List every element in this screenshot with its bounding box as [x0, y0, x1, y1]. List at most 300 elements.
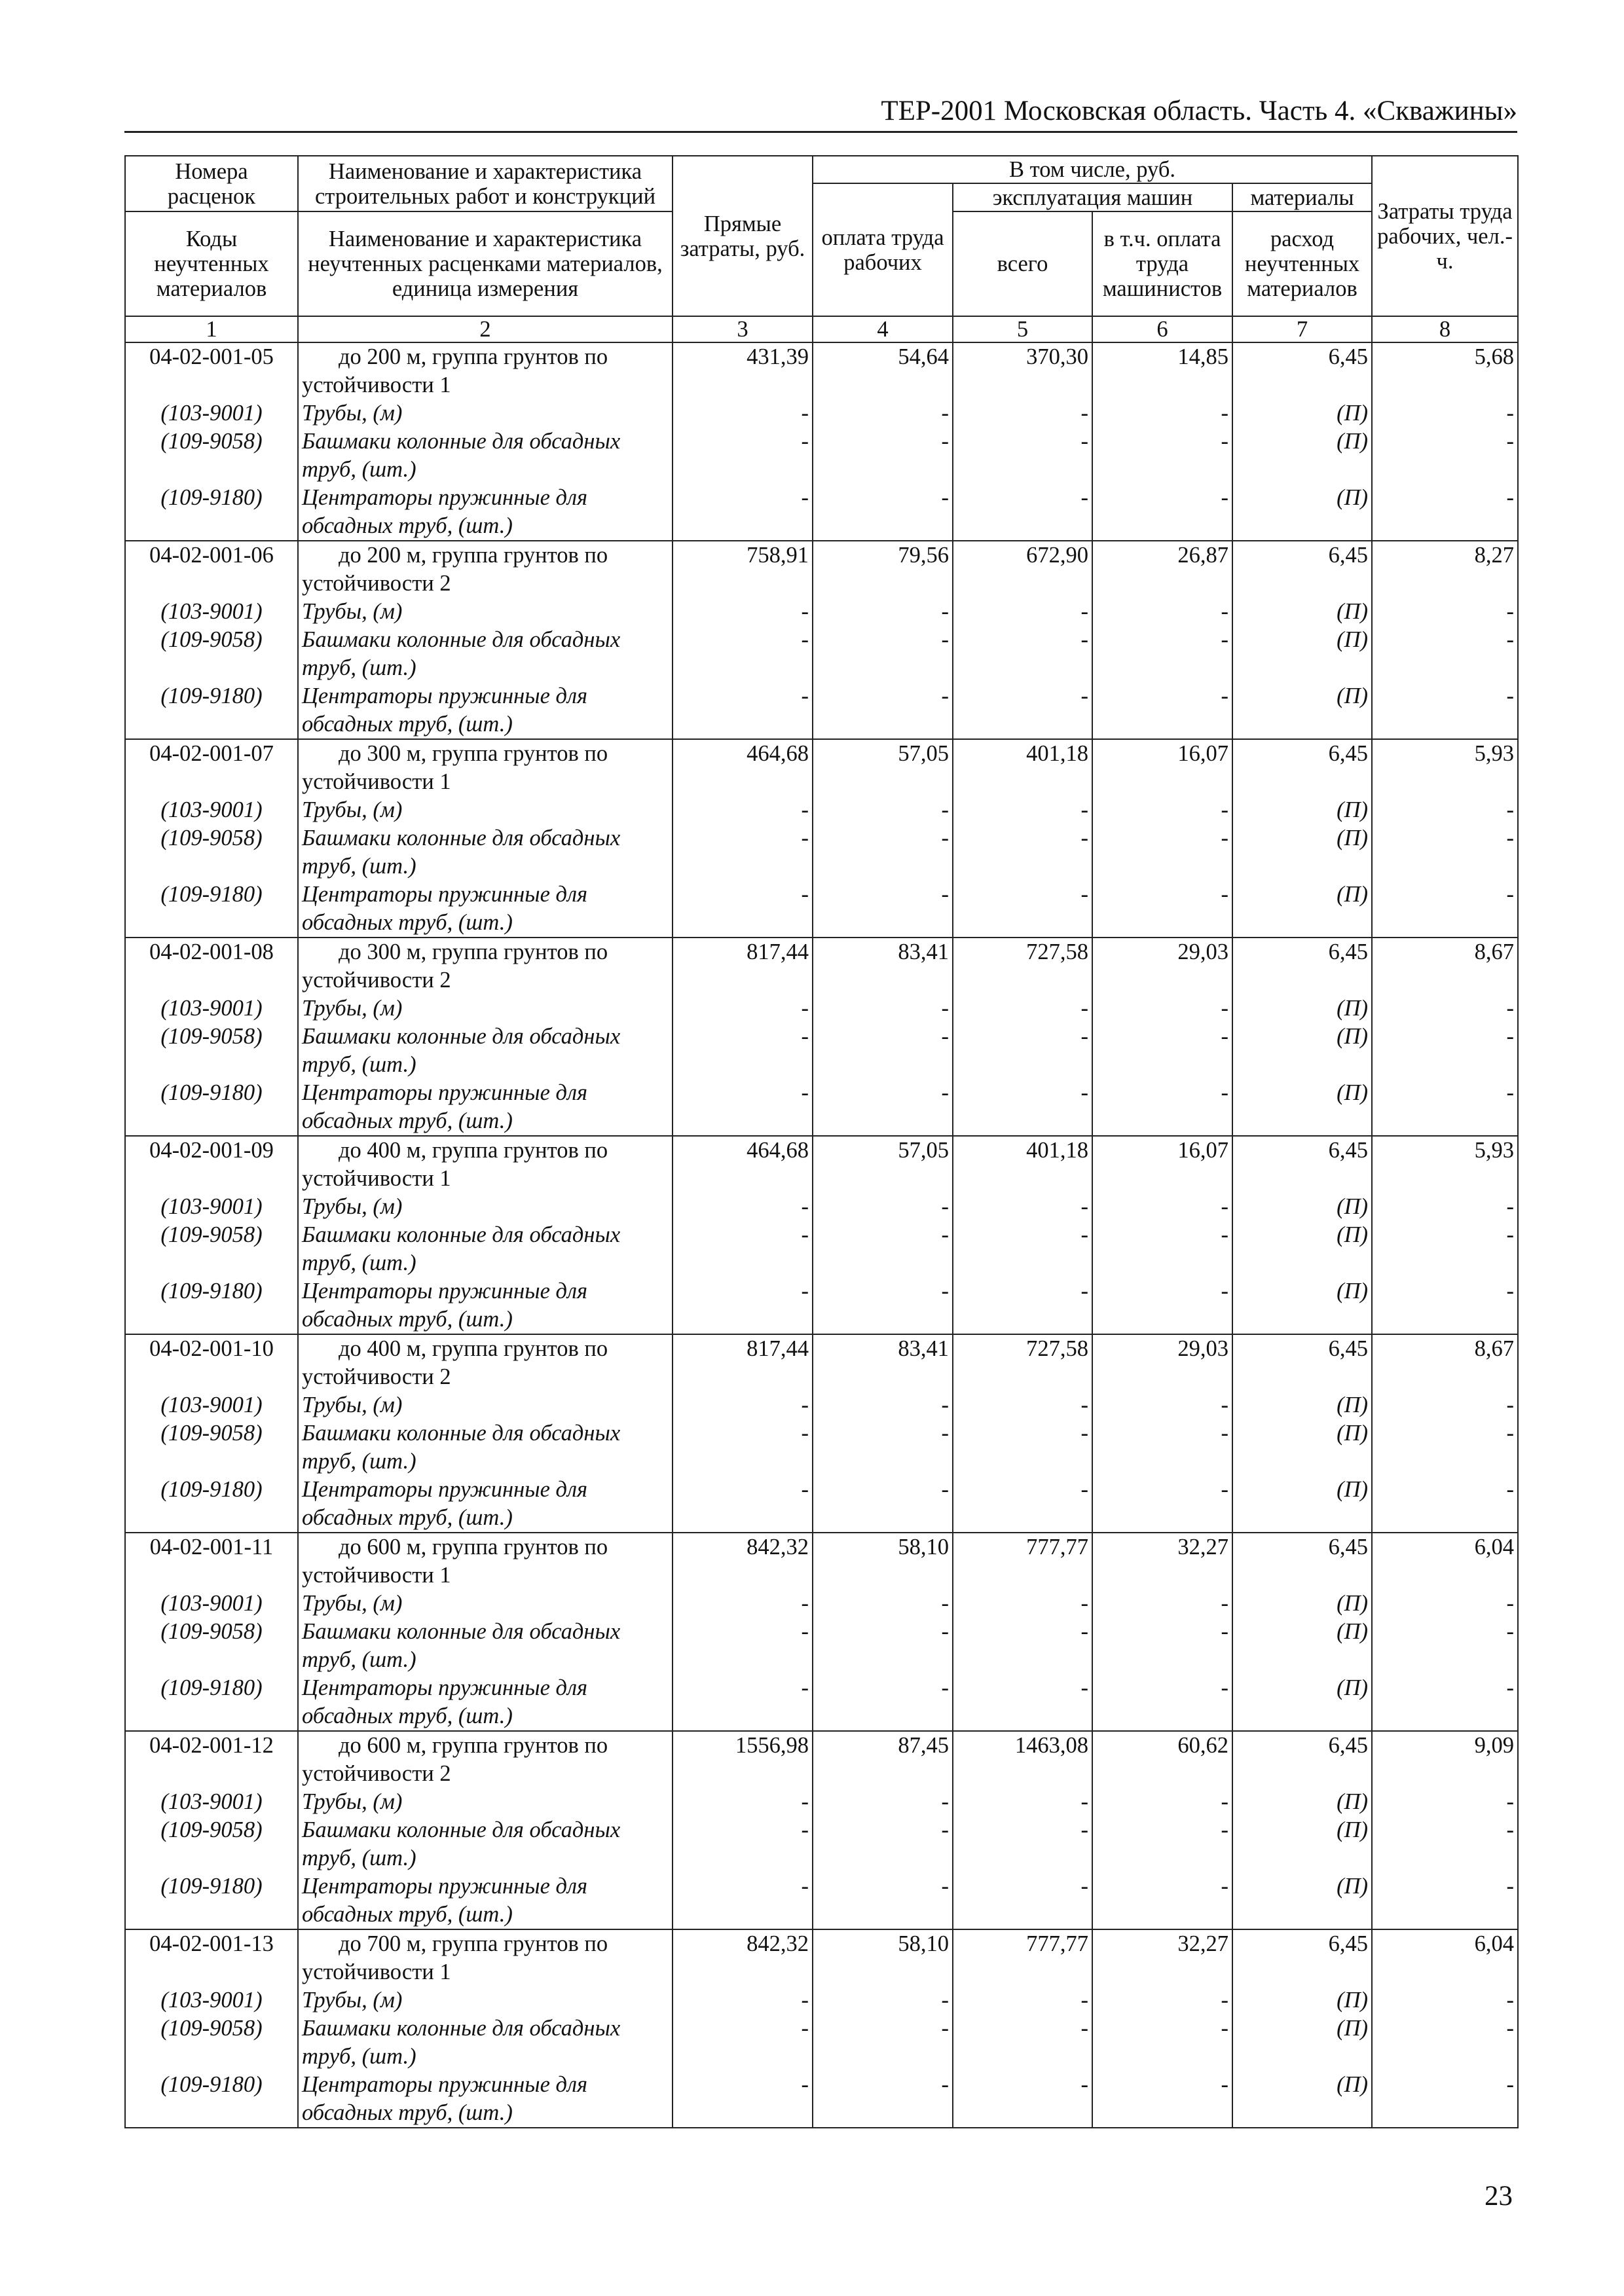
- blank-line: [1376, 1561, 1514, 1590]
- rate-row: [125, 1136, 1518, 1334]
- dash-value: -: [801, 485, 809, 510]
- material-mark: (П): [1337, 1080, 1369, 1105]
- material-name-line: труб, (шт.): [302, 457, 416, 482]
- dash-value: -: [1080, 996, 1088, 1021]
- value-labor-hours: 6,04: [1474, 1535, 1515, 1559]
- blank-line: [817, 570, 949, 598]
- header-name-unlisted: Наименование и характеристика неучтенных расценками материалов, единица измерения: [298, 211, 673, 316]
- dash-value: -: [1506, 996, 1515, 1021]
- value-labor: 87,45: [898, 1733, 949, 1758]
- blank-line: [1376, 1760, 1514, 1788]
- dash-value: -: [801, 1477, 809, 1502]
- dash-value: -: [1221, 882, 1228, 907]
- labor-hours-cell: [1372, 1731, 1518, 1929]
- dash-value: -: [1506, 1988, 1515, 2013]
- materials-cell: [1232, 1731, 1372, 1929]
- dash-value: -: [1506, 401, 1515, 426]
- value-mach-total: 727,58: [1026, 1336, 1088, 1361]
- dash-value: -: [941, 1279, 949, 1303]
- material-code: (103-9001): [160, 401, 263, 426]
- blank-line: [1236, 1165, 1368, 1193]
- blank-line: [1236, 852, 1368, 881]
- dash-value: -: [801, 996, 809, 1021]
- dash-value: -: [941, 1080, 949, 1105]
- material-name-line: труб, (шт.): [302, 1846, 416, 1870]
- material-name-line: Башмаки колонные для обсадных: [302, 1222, 621, 1247]
- value-materials: 6,45: [1328, 1336, 1369, 1361]
- material-mark: (П): [1337, 2016, 1369, 2041]
- dash-value: -: [1506, 1874, 1515, 1899]
- material-name-line: обсадных труб, (шт.): [302, 2100, 513, 2125]
- header-rate-numbers: Номера расценок: [125, 156, 298, 211]
- material-mark: (П): [1337, 1194, 1369, 1219]
- dash-value: -: [1221, 797, 1228, 822]
- dash-value: -: [1506, 1591, 1515, 1616]
- blank-line: [1096, 768, 1228, 796]
- blank-line: [676, 1561, 809, 1590]
- rate-code: 04-02-001-06: [149, 543, 274, 568]
- value-direct: 758,91: [747, 543, 809, 568]
- material-mark: (П): [1337, 429, 1369, 454]
- dash-value: -: [941, 1874, 949, 1899]
- blank-line: [129, 852, 294, 881]
- material-mark: (П): [1337, 1222, 1369, 1247]
- direct-cell: [673, 1334, 813, 1533]
- blank-line: [129, 1561, 294, 1590]
- blank-line: [129, 654, 294, 682]
- blank-line: [1376, 1504, 1514, 1532]
- blank-line: [676, 1844, 809, 1872]
- blank-line: [957, 909, 1088, 937]
- value-direct: 842,32: [747, 1931, 809, 1956]
- operator-pay-cell: [1092, 739, 1232, 938]
- rate-row: [125, 938, 1518, 1136]
- material-name-line: Центраторы пружинные для: [302, 2072, 588, 2097]
- dash-value: -: [1506, 1080, 1515, 1105]
- name-cell: [298, 1136, 673, 1334]
- code-cell: [125, 1136, 298, 1334]
- header-materials: материалы: [1232, 183, 1372, 211]
- material-name-line: Башмаки колонные для обсадных: [302, 627, 621, 652]
- blank-line: [1376, 1844, 1514, 1872]
- blank-line: [1096, 1646, 1228, 1674]
- blank-line: [1376, 1901, 1514, 1929]
- dash-value: -: [1506, 1024, 1515, 1049]
- blank-line: [817, 710, 949, 738]
- material-name-line: Центраторы пружинные для: [302, 683, 588, 708]
- dash-value: -: [941, 826, 949, 850]
- work-name-line: до 600 м, группа грунтов по: [339, 1733, 608, 1758]
- blank-line: [817, 1702, 949, 1730]
- blank-line: [957, 371, 1088, 399]
- blank-line: [817, 1249, 949, 1277]
- dash-value: -: [1221, 1024, 1228, 1049]
- header-codes-unlisted: Коды неучтенных материалов: [125, 211, 298, 316]
- blank-line: [1096, 1165, 1228, 1193]
- dash-value: -: [941, 1477, 949, 1502]
- dash-value: -: [1080, 1279, 1088, 1303]
- name-cell: [298, 938, 673, 1136]
- dash-value: -: [801, 1080, 809, 1105]
- material-code: (103-9001): [160, 1194, 263, 1219]
- value-labor: 79,56: [898, 543, 949, 568]
- materials-cell: [1232, 342, 1372, 541]
- value-direct: 817,44: [747, 939, 809, 964]
- blank-line: [1096, 1448, 1228, 1476]
- material-name-line: Трубы, (м): [302, 1988, 403, 2013]
- dash-value: -: [801, 1222, 809, 1247]
- blank-line: [1236, 1844, 1368, 1872]
- material-name-line: Башмаки колонные для обсадных: [302, 2016, 621, 2041]
- work-name-line: устойчивости 2: [302, 571, 451, 596]
- material-name-line: труб, (шт.): [302, 2044, 416, 2069]
- blank-line: [957, 1165, 1088, 1193]
- blank-line: [676, 1958, 809, 1986]
- blank-line: [817, 2099, 949, 2127]
- material-name-line: Центраторы пружинные для: [302, 1874, 588, 1899]
- dash-value: -: [1506, 1675, 1515, 1700]
- blank-line: [129, 1305, 294, 1334]
- dash-value: -: [1506, 1789, 1515, 1814]
- header-operator-pay: в т.ч. оплата труда машинистов: [1092, 211, 1232, 316]
- blank-line: [1096, 456, 1228, 484]
- materials-cell: [1232, 1533, 1372, 1731]
- column-number: 5: [953, 316, 1092, 342]
- dash-value: -: [801, 826, 809, 850]
- blank-line: [957, 456, 1088, 484]
- material-code: (103-9001): [160, 599, 263, 624]
- blank-line: [676, 1305, 809, 1334]
- rate-code: 04-02-001-05: [149, 344, 274, 369]
- blank-line: [817, 654, 949, 682]
- blank-line: [1096, 1561, 1228, 1590]
- material-mark: (П): [1337, 599, 1369, 624]
- dash-value: -: [941, 882, 949, 907]
- blank-line: [676, 570, 809, 598]
- value-mach-labor: 60,62: [1177, 1733, 1228, 1758]
- column-number: 8: [1372, 316, 1518, 342]
- blank-line: [1236, 1646, 1368, 1674]
- material-name-line: Трубы, (м): [302, 401, 403, 426]
- blank-line: [676, 654, 809, 682]
- blank-line: [676, 768, 809, 796]
- labor-hours-cell: [1372, 1533, 1518, 1731]
- blank-line: [1096, 1760, 1228, 1788]
- dash-value: -: [941, 1222, 949, 1247]
- blank-line: [1096, 1363, 1228, 1391]
- material-name-line: труб, (шт.): [302, 1052, 416, 1077]
- dash-value: -: [801, 1024, 809, 1049]
- rate-code: 04-02-001-08: [149, 939, 274, 964]
- value-labor: 57,05: [898, 1138, 949, 1163]
- material-mark: (П): [1337, 1874, 1369, 1899]
- rate-code: 04-02-001-09: [149, 1138, 274, 1163]
- blank-line: [676, 966, 809, 994]
- blank-line: [957, 2043, 1088, 2071]
- direct-cell: [673, 541, 813, 739]
- material-name-line: Трубы, (м): [302, 996, 403, 1021]
- work-name-line: устойчивости 1: [302, 1959, 451, 1984]
- work-name-line: устойчивости 2: [302, 1364, 451, 1389]
- dash-value: -: [941, 1675, 949, 1700]
- blank-line: [817, 1504, 949, 1532]
- dash-value: -: [1506, 429, 1515, 454]
- blank-line: [1236, 1363, 1368, 1391]
- blank-line: [129, 512, 294, 540]
- dash-value: -: [1506, 2072, 1515, 2097]
- blank-line: [1096, 1305, 1228, 1334]
- material-code: (103-9001): [160, 797, 263, 822]
- dash-value: -: [1221, 1675, 1228, 1700]
- rate-row: [125, 1929, 1518, 2128]
- dash-value: -: [1506, 826, 1515, 850]
- name-cell: [298, 541, 673, 739]
- dash-value: -: [801, 1591, 809, 1616]
- blank-line: [957, 1051, 1088, 1079]
- dash-value: -: [1080, 1817, 1088, 1842]
- dash-value: -: [941, 1194, 949, 1219]
- dash-value: -: [941, 1591, 949, 1616]
- rate-code: 04-02-001-13: [149, 1931, 274, 1956]
- header-rule: [124, 131, 1517, 133]
- code-cell: [125, 739, 298, 938]
- operator-pay-cell: [1092, 541, 1232, 739]
- machine-total-cell: [953, 1533, 1092, 1731]
- materials-cell: [1232, 938, 1372, 1136]
- blank-line: [129, 2043, 294, 2071]
- blank-line: [676, 852, 809, 881]
- dash-value: -: [1506, 1393, 1515, 1417]
- material-code: (103-9001): [160, 1988, 263, 2013]
- material-code: (109-9180): [160, 485, 263, 510]
- code-cell: [125, 342, 298, 541]
- material-name-line: труб, (шт.): [302, 1647, 416, 1672]
- blank-line: [1096, 2043, 1228, 2071]
- material-code: (109-9180): [160, 1675, 263, 1700]
- operator-pay-cell: [1092, 1929, 1232, 2128]
- material-code: (109-9180): [160, 1080, 263, 1105]
- material-name-line: обсадных труб, (шт.): [302, 1505, 513, 1530]
- material-code: (109-9180): [160, 1874, 263, 1899]
- dash-value: -: [801, 2016, 809, 2041]
- value-mach-labor: 16,07: [1177, 741, 1228, 766]
- blank-line: [957, 1646, 1088, 1674]
- material-mark: (П): [1337, 882, 1369, 907]
- material-mark: (П): [1337, 2072, 1369, 2097]
- dash-value: -: [1080, 1222, 1088, 1247]
- dash-value: -: [1221, 1421, 1228, 1446]
- dash-value: -: [1506, 1817, 1515, 1842]
- blank-line: [1376, 966, 1514, 994]
- blank-line: [129, 570, 294, 598]
- dash-value: -: [941, 1024, 949, 1049]
- material-name-line: обсадных труб, (шт.): [302, 1902, 513, 1927]
- blank-line: [1236, 371, 1368, 399]
- machine-total-cell: [953, 938, 1092, 1136]
- blank-line: [1096, 909, 1228, 937]
- materials-cell: [1232, 739, 1372, 938]
- dash-value: -: [801, 1393, 809, 1417]
- blank-line: [676, 1760, 809, 1788]
- dash-value: -: [941, 1817, 949, 1842]
- blank-line: [676, 1702, 809, 1730]
- dash-value: -: [1506, 1279, 1515, 1303]
- blank-line: [817, 371, 949, 399]
- header-name-works: Наименование и характеристика строительных работ и конструкций: [298, 156, 673, 211]
- blank-line: [129, 1702, 294, 1730]
- dash-value: -: [1221, 1080, 1228, 1105]
- labor-hours-cell: [1372, 541, 1518, 739]
- material-mark: (П): [1337, 1619, 1369, 1644]
- value-mach-labor: 29,03: [1177, 1336, 1228, 1361]
- blank-line: [817, 1051, 949, 1079]
- material-name-line: труб, (шт.): [302, 854, 416, 879]
- dash-value: -: [1080, 1024, 1088, 1049]
- dash-value: -: [941, 683, 949, 708]
- blank-line: [957, 1901, 1088, 1929]
- material-mark: (П): [1337, 683, 1369, 708]
- blank-line: [1096, 1107, 1228, 1135]
- dash-value: -: [1221, 1988, 1228, 2013]
- blank-line: [957, 768, 1088, 796]
- dash-value: -: [1080, 1194, 1088, 1219]
- dash-value: -: [1221, 1393, 1228, 1417]
- direct-cell: [673, 739, 813, 938]
- dash-value: -: [1221, 683, 1228, 708]
- material-code: (103-9001): [160, 1789, 263, 1814]
- page-number: 23: [1485, 2181, 1513, 2212]
- operator-pay-cell: [1092, 938, 1232, 1136]
- blank-line: [129, 1504, 294, 1532]
- value-labor-hours: 6,04: [1474, 1931, 1515, 1956]
- material-name-line: обсадных труб, (шт.): [302, 712, 513, 737]
- blank-line: [1096, 1504, 1228, 1532]
- blank-line: [817, 1760, 949, 1788]
- value-direct: 817,44: [747, 1336, 809, 1361]
- dash-value: -: [801, 599, 809, 624]
- value-materials: 6,45: [1328, 1138, 1369, 1163]
- dash-value: -: [941, 996, 949, 1021]
- dash-value: -: [1506, 2016, 1515, 2041]
- labor-hours-cell: [1372, 938, 1518, 1136]
- blank-line: [957, 966, 1088, 994]
- value-mach-total: 727,58: [1026, 939, 1088, 964]
- dash-value: -: [941, 1393, 949, 1417]
- value-materials: 6,45: [1328, 344, 1369, 369]
- blank-line: [676, 1646, 809, 1674]
- value-materials: 6,45: [1328, 741, 1369, 766]
- material-code: (109-9058): [160, 627, 263, 652]
- labor-cell: [813, 1731, 953, 1929]
- material-mark: (П): [1337, 1477, 1369, 1502]
- dash-value: -: [801, 2072, 809, 2097]
- blank-line: [1096, 654, 1228, 682]
- dash-value: -: [1221, 1222, 1228, 1247]
- blank-line: [957, 2099, 1088, 2127]
- blank-line: [957, 852, 1088, 881]
- blank-line: [1096, 1844, 1228, 1872]
- material-name-line: Трубы, (м): [302, 1194, 403, 1219]
- material-code: (109-9058): [160, 826, 263, 850]
- dash-value: -: [801, 1194, 809, 1219]
- blank-line: [817, 1107, 949, 1135]
- labor-cell: [813, 1334, 953, 1533]
- rate-row: [125, 1533, 1518, 1731]
- blank-line: [817, 1363, 949, 1391]
- dash-value: -: [941, 627, 949, 652]
- blank-line: [129, 1844, 294, 1872]
- blank-line: [1376, 1646, 1514, 1674]
- value-direct: 464,68: [747, 741, 809, 766]
- dash-value: -: [1221, 1194, 1228, 1219]
- header-machine-total: всего: [953, 211, 1092, 316]
- value-mach-total: 777,77: [1026, 1931, 1088, 1956]
- rate-code: 04-02-001-07: [149, 741, 274, 766]
- value-materials: 6,45: [1328, 1733, 1369, 1758]
- material-mark: (П): [1337, 1591, 1369, 1616]
- dash-value: -: [941, 401, 949, 426]
- blank-line: [1376, 1165, 1514, 1193]
- dash-value: -: [1080, 627, 1088, 652]
- material-code: (109-9180): [160, 683, 263, 708]
- material-mark: (П): [1337, 1393, 1369, 1417]
- dash-value: -: [801, 1874, 809, 1899]
- dash-value: -: [1080, 1393, 1088, 1417]
- blank-line: [1236, 2043, 1368, 2071]
- material-mark: (П): [1337, 1421, 1369, 1446]
- rate-row: [125, 1731, 1518, 1929]
- material-code: (103-9001): [160, 996, 263, 1021]
- operator-pay-cell: [1092, 342, 1232, 541]
- value-labor-hours: 8,67: [1474, 939, 1515, 964]
- blank-line: [1236, 1448, 1368, 1476]
- blank-line: [817, 1305, 949, 1334]
- labor-hours-cell: [1372, 739, 1518, 938]
- material-name-line: Трубы, (м): [302, 797, 403, 822]
- blank-line: [1376, 1305, 1514, 1334]
- dash-value: -: [1221, 599, 1228, 624]
- blank-line: [817, 852, 949, 881]
- blank-line: [1096, 966, 1228, 994]
- dash-value: -: [801, 1675, 809, 1700]
- blank-line: [957, 512, 1088, 540]
- material-name-line: Башмаки колонные для обсадных: [302, 429, 621, 454]
- rate-row: [125, 541, 1518, 739]
- name-cell: [298, 1533, 673, 1731]
- material-name-line: обсадных труб, (шт.): [302, 1307, 513, 1332]
- materials-cell: [1232, 1136, 1372, 1334]
- value-direct: 842,32: [747, 1535, 809, 1559]
- blank-line: [1376, 1448, 1514, 1476]
- material-mark: (П): [1337, 1675, 1369, 1700]
- material-name-line: обсадных труб, (шт.): [302, 1108, 513, 1133]
- blank-line: [676, 1504, 809, 1532]
- blank-line: [957, 1305, 1088, 1334]
- dash-value: -: [1221, 401, 1228, 426]
- dash-value: -: [1221, 996, 1228, 1021]
- material-mark: (П): [1337, 1789, 1369, 1814]
- blank-line: [1236, 654, 1368, 682]
- dash-value: -: [1221, 2072, 1228, 2097]
- dash-value: -: [801, 1988, 809, 2013]
- machine-total-cell: [953, 1334, 1092, 1533]
- rate-row: [125, 342, 1518, 541]
- dash-value: -: [1080, 1421, 1088, 1446]
- column-number: 3: [673, 316, 813, 342]
- material-name-line: Башмаки колонные для обсадных: [302, 1421, 621, 1446]
- blank-line: [676, 1249, 809, 1277]
- operator-pay-cell: [1092, 1136, 1232, 1334]
